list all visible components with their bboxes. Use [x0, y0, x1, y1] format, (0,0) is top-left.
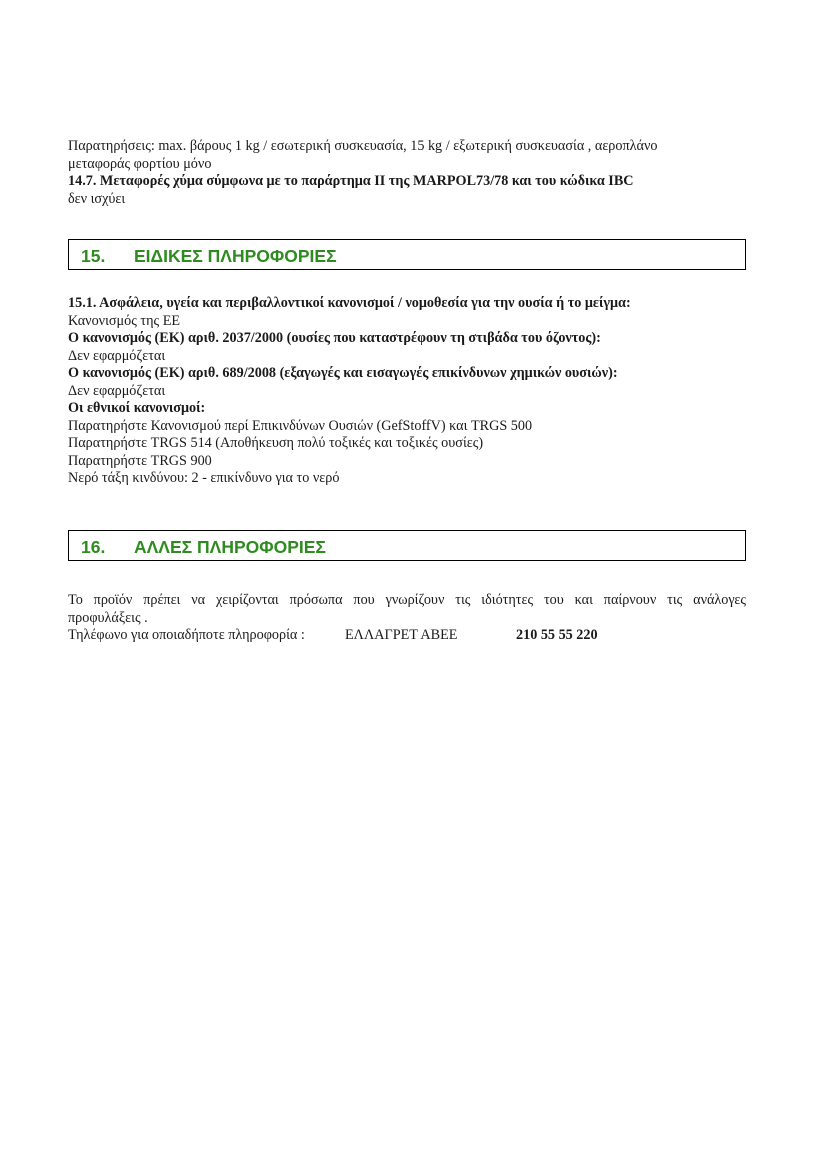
- phone-label: Τηλέφωνο για οποιαδήποτε πληροφορία :: [68, 627, 305, 643]
- company-name: ΕΛΛΑΓΡΕΤ ΑΒΕΕ: [345, 627, 458, 643]
- regulation-text: Δεν εφαρμόζεται: [68, 382, 166, 399]
- regulation-text: Παρατηρήστε TRGS 514 (Αποθήκευση πολύ τοξικές και τοξικές ουσίες): [68, 435, 484, 451]
- phone-number: 210 55 55 220: [516, 627, 598, 643]
- section-number: 16.: [81, 537, 106, 557]
- regulation-text: Νερό τάξη κινδύνου: 2 - επικίνδυνο για το νερό: [68, 470, 340, 486]
- regulation-text: Παρατηρήστε Κανονισμού περί Επικινδύνων Ουσιών (GefStoffV) και TRGS 500: [68, 417, 533, 434]
- subheading-14-7: 14.7. Μεταφορές χύμα σύμφωνα με το παράρτημα II της MARPOL73/78 και του κώδικα IBC: [68, 173, 634, 189]
- regulation-heading: Οι εθνικοί κανονισμοί:: [68, 400, 206, 416]
- regulation-heading: 15.1. Ασφάλεια, υγεία και περιβαλλοντικοί κανονισμοί / νομοθεσία για την ουσία ή το μείγμα:: [68, 295, 631, 311]
- section-title: ΑΛΛΕΣ ΠΛΗΡΟΦΟΡΙΕΣ: [134, 537, 326, 557]
- section-number: 15.: [81, 246, 106, 266]
- contact-row: [68, 627, 746, 645]
- regulation-text: Κανονισμός της ΕΕ: [68, 312, 181, 329]
- regulation-heading: Ο κανονισμός (ΕΚ) αριθ. 689/2008 (εξαγωγές και εισαγωγές επικίνδυνων χημικών ουσιών):: [68, 365, 618, 381]
- regulation-heading: Ο κανονισμός (ΕΚ) αριθ. 2037/2000 (ουσίες που καταστρέφουν τη στιβάδα του όζοντος):: [68, 330, 601, 346]
- regulation-text: Δεν εφαρμόζεται: [68, 347, 166, 364]
- section-15-header: [68, 239, 746, 270]
- regulation-text: Παρατηρήστε TRGS 900: [68, 452, 212, 469]
- transport-remarks-block: [68, 138, 746, 208]
- handling-note-line: Το προϊόν πρέπει να χειρίζονται πρόσωπα που γνωρίζουν τις ιδιότητες του και παίρνουν τις ανάλογες: [68, 592, 746, 608]
- remarks-line: Παρατηρήσεις: max. βάρους 1 kg / εσωτερική συσκευασία, 15 kg / εξωτερική συσκευασία , αεροπλάνο: [68, 138, 658, 154]
- section-16-body: [68, 592, 746, 645]
- value-14-7: δεν ισχύει: [68, 190, 126, 207]
- section-15-body: [68, 295, 746, 488]
- section-16-header: [68, 530, 746, 561]
- section-title: ΕΙΔΙΚΕΣ ΠΛΗΡΟΦΟΡΙΕΣ: [134, 246, 337, 266]
- remarks-line: μεταφοράς φορτίου μόνο: [68, 155, 212, 172]
- handling-note-line: προφυλάξεις .: [68, 609, 148, 626]
